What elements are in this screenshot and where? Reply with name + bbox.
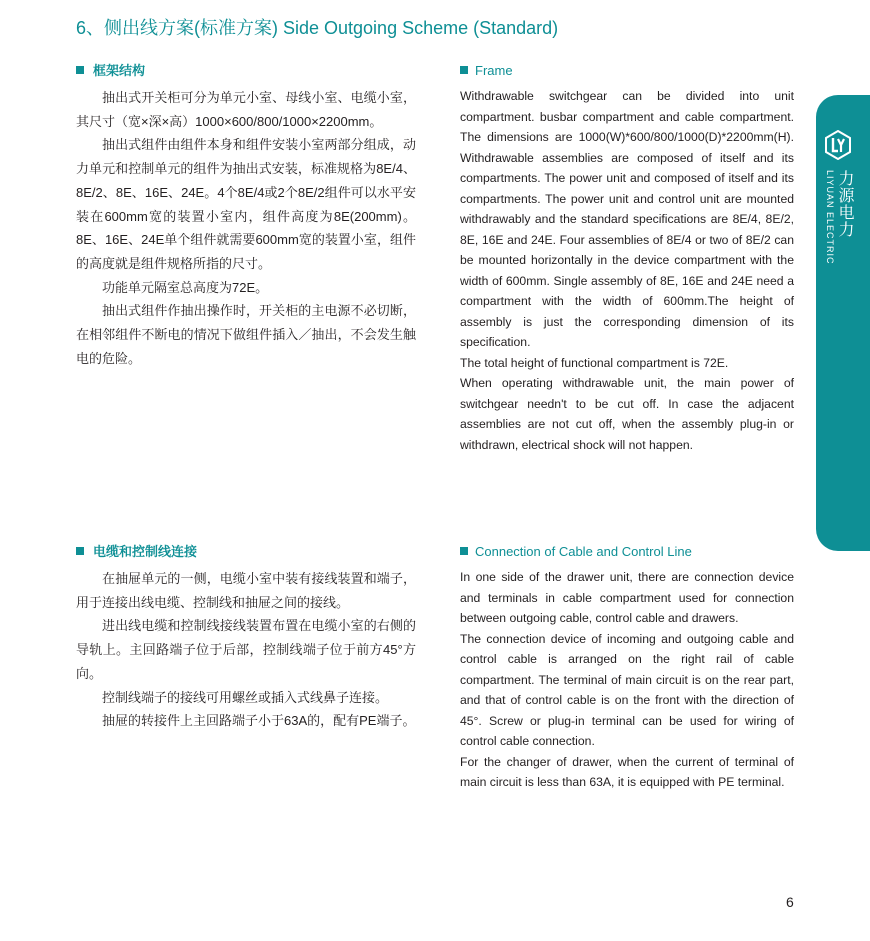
brand-name-cn: 力源电力 [836,170,853,238]
liyuan-logo-icon [825,130,851,160]
cable-cn-paragraph-4: 抽屉的转接件上主回路端子小于63A的，配有PE端子。 [102,713,416,729]
cable-en-paragraph-1: In one side of the drawer unit, there are connection device and terminals in cable compartment used for connection between outgoing cable, control cable and drawers. [460,570,794,625]
cable-heading-en-text: Connection of Cable and Control Line [475,544,692,559]
frame-cn-paragraph-4: 抽出式组件作抽出操作时，开关柜的主电源不必切断，在相邻组件不断电的情况下做组件插入／抽出，不会发生触电的危险。 [76,303,416,366]
frame-heading-en [460,62,513,80]
square-bullet-icon [76,66,84,74]
cable-en-paragraph-3: For the changer of drawer, when the current of terminal of main circuit is less than 63A, it is equipped with PE terminal. [460,754,794,789]
frame-heading-en-text: Frame [475,63,513,78]
frame-en-paragraph-1: Withdrawable switchgear can be divided into unit compartment. busbar compartment and cable compartment. The dimensions are 1000(W)*600/800/1000(D)*2200mm(H). Withdrawable assemblies are composed of itself and its compartments. The power unit and composed of itself and its compartments. The power unit and control unit are mounted withdrawably and the standard specifications are 8E/4, 8E/2, 8E, 16E and 24E. Four assemblies of 8E/4 or two of 8E/2 can be mounted horizontally in the device compartment with the width of 600mm. Single assembly of 8E, 16E and 24E need a compartment with the width of 600mm.The height of assembly is just the corresponding dimension of its specification. [460,89,794,349]
page-title: 6、侧出线方案(标准方案) Side Outgoing Scheme (Standard) [76,18,559,38]
frame-body-en [460,86,794,455]
frame-en-paragraph-2: The total height of functional compartment is 72E. [460,355,729,370]
frame-body-cn [76,86,416,370]
frame-cn-paragraph-3: 功能单元隔室总高度为72E。 [102,279,269,295]
cable-body-en [460,567,794,793]
square-bullet-icon [460,547,468,555]
cable-heading-cn [76,543,197,561]
frame-en-paragraph-3: When operating withdrawable unit, the main power of switchgear needn't to be cut off. In case the adjacent assemblies are not cut off, when the assembly plug-in or withdrawn, electrical shock will not happen. [460,376,794,452]
cable-heading-en [460,543,692,561]
brand-side-tab [816,95,870,551]
frame-cn-paragraph-2: 抽出式组件由组件本身和组件安装小室两部分组成，动力单元和控制单元的组件为抽出式安装，标准规格为8E/4、8E/2、8E、16E、24E。4个8E/4或2个8E/2组件可以水平安装在600mm宽的装置小室内，组件高度为8E(200mm)。8E、16E、24E单个组件就需要600mm宽的装置小室，组件的高度就是组件规格所指的尺寸。 [76,137,416,271]
frame-heading-cn [76,62,145,80]
frame-cn-paragraph-1: 抽出式开关柜可分为单元小室、母线小室、电缆小室，其尺寸（宽×深×高）1000×600/800/1000×2200mm。 [76,90,416,129]
cable-cn-paragraph-3: 控制线端子的接线可用螺丝或插入式线鼻子连接。 [102,689,389,705]
brand-name-en: LIYUAN ELECTRIC [825,170,835,265]
frame-heading-cn-text: 框架结构 [93,63,146,78]
square-bullet-icon [460,66,468,74]
square-bullet-icon [76,547,84,555]
cable-cn-paragraph-2: 进出线电缆和控制线接线装置布置在电缆小室的右侧的导轨上。主回路端子位于后部，控制线端子位于前方45°方向。 [76,618,416,681]
cable-body-cn [76,567,416,733]
page-number: 6 [786,894,794,910]
cable-en-paragraph-2: The connection device of incoming and outgoing cable and control cable is arranged on the right rail of cable compartment. The terminal of main circuit is on the rear part, and that of control cable is on the front with the direction of 45°. Screw or plug-in terminal can be used for wiring of control cable connection. [460,631,794,748]
cable-heading-cn-text: 电缆和控制线连接 [93,544,198,559]
cable-cn-paragraph-1: 在抽屉单元的一侧，电缆小室中装有接线装置和端子，用于连接出线电缆、控制线和抽屉之间的接线。 [76,571,416,610]
